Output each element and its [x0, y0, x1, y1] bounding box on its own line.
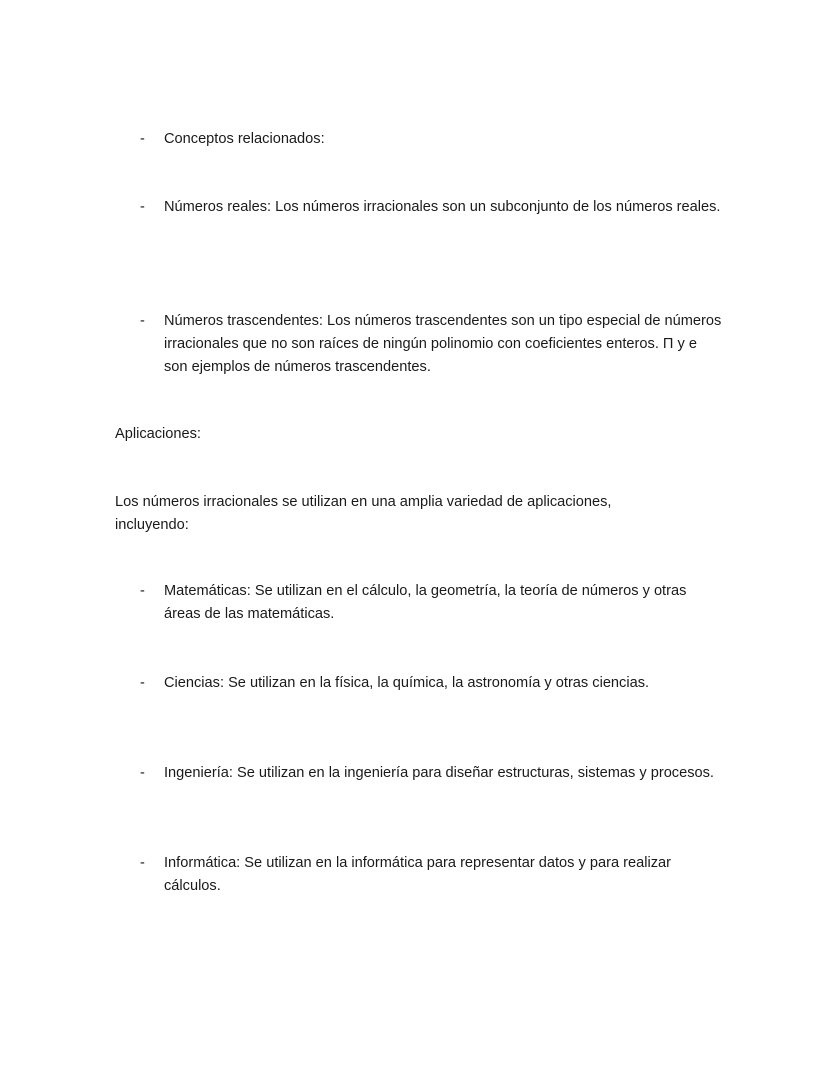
bullet-dash: -: [140, 583, 145, 599]
bullet-dash: -: [140, 313, 145, 329]
list-item-text: Matemáticas: Se utilizan en el cálculo, la geometría, la teoría de números y otras áreas de las matemáticas.: [164, 583, 687, 622]
list-item-text: Ingeniería: Se utilizan en la ingeniería para diseñar estructuras, sistemas y procesos.: [164, 765, 714, 781]
bullet-dash: -: [140, 675, 145, 691]
bullet-dash: -: [140, 765, 145, 781]
section-heading: Aplicaciones:: [115, 426, 201, 442]
bullet-dash: -: [140, 855, 145, 871]
bullet-dash: -: [140, 131, 145, 147]
list-item-text: Números reales: Los números irracionales son un subconjunto de los números reales.: [164, 199, 721, 215]
list-item-text: Ciencias: Se utilizan en la física, la química, la astronomía y otras ciencias.: [164, 675, 650, 691]
bullet-dash: -: [140, 199, 145, 215]
list-item-text: Conceptos relacionados:: [164, 131, 325, 147]
intro-paragraph: Los números irracionales se utilizan en una amplia variedad de aplicaciones, incluyendo:: [115, 494, 612, 533]
list-item-text: Informática: Se utilizan en la informática para representar datos y para realizar cálculos.: [164, 855, 671, 894]
list-item-text: Números trascendentes: Los números trascendentes son un tipo especial de números irracionales que no son raíces de ningún polinomio con coeficientes enteros. Π y e son ejemplos de números trascendentes.: [164, 313, 722, 375]
